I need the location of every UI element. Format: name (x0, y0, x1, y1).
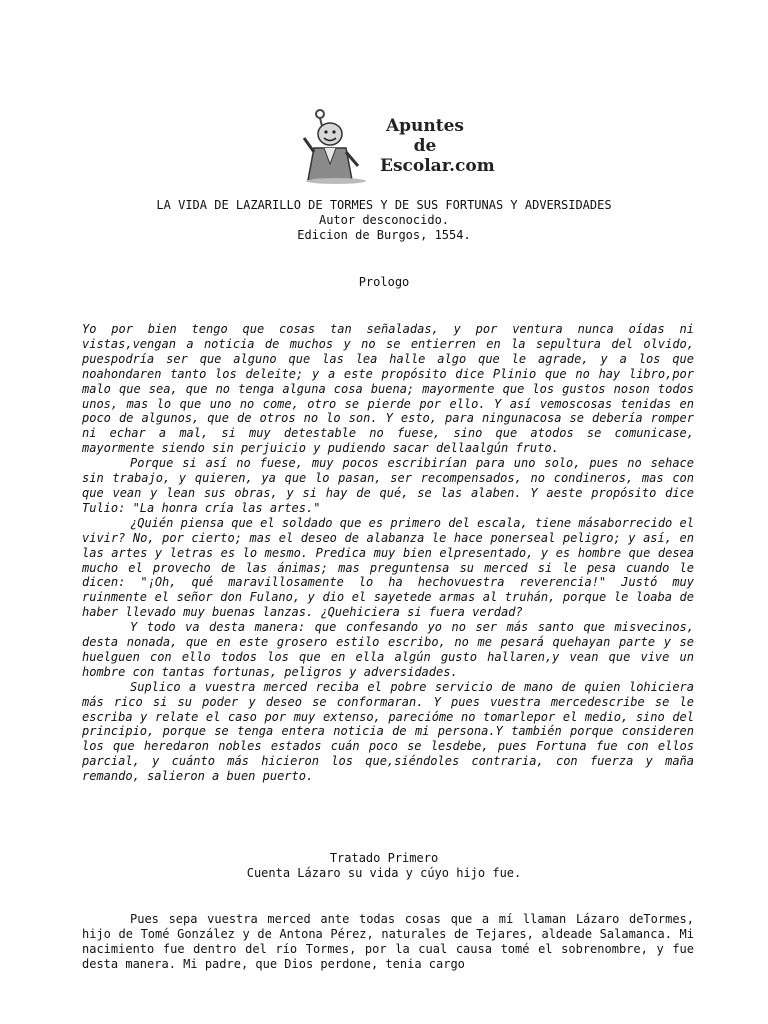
prologo-paragraph: Yo por bien tengo que cosas tan señaladas, y por ventura nunca oídas ni vistas,vengan a noticia de muchos y no se entierren en la sepultura del olvido, puespodría ser que alguno que las lea halle algo que le agrade, y a los que noahondaren tanto los deleite; y a este propósito dice Plinio que no hay libro,por malo que sea, que no tenga alguna cosa buena; mayormente que los gustos noson todos unos, mas lo que uno no come, otro se pierde por ello. Y así vemoscosas tenidas en poco de algunos, que de otros no lo son. Y esto, para ningunacosa se debería romper ni echar a mal, si muy detestable no fuese, sino que atodos se comunicase, mayormente siendo sin perjuicio y pudiendo sacar dellaalgún fruto. (82, 322, 694, 456)
logo-line-2: de (413, 136, 437, 156)
tratado-header (0, 851, 768, 881)
prologo-paragraph: Suplico a vuestra merced reciba el pobre servicio de mano de quien lohiciera más rico si su poder y deseo se conformaran. Y pues vuestra mercedescribe se le escriba y relate el caso por muy extenso, parecióme no tomarlepor el medio, sino del principio, porque se tenga entera noticia de mi persona.Y también porque consideren los que heredaron nobles estados cuán poco se lesdebe, pues Fortuna fue con ellos parcial, y cuánto más hicieron los que,siéndoles contraria, con fuerza y maña remando, salieron a buen puerto. (82, 679, 694, 784)
book-edition: Edicion de Burgos, 1554. (297, 228, 471, 242)
document-header (0, 198, 768, 243)
book-title: LA VIDA DE LAZARILLO DE TORMES Y DE SUS FORTUNAS Y ADVERSIDADES (156, 198, 612, 212)
student-figure-icon (300, 108, 372, 184)
prologo-paragraph: Porque si así no fuese, muy pocos escribirían para uno solo, pues no sehace sin trabajo, y quieren, ya que lo pasan, ser recompensados, no condineros, mas con que vean y lean sus obras, y si hay de qué, se las alaben. Y aeste propósito dice Tulio: "La honra cría las artes." (82, 456, 694, 515)
logo-line-1: Apuntes (385, 116, 465, 136)
tratado-subheading: Cuenta Lázaro su vida y cúyo hijo fue. (246, 866, 522, 880)
logo-line-3: Escolar.com (380, 156, 495, 176)
prologo-body (82, 322, 694, 784)
prologo-paragraph: Y todo va desta manera: que confesando yo no ser más santo que misvecinos, desta nonada, que en este grosero estilo escribo, no me pesará quehayan parte y se huelguen con ello todos los que en ella algún gusto hallaren,y vean que vive un hombre con tantas fortunas, peligros y adversidades. (82, 620, 694, 679)
prologo-paragraph: ¿Quién piensa que el soldado que es primero del escala, tiene másaborrecido el vivir? No, por cierto; mas el deseo de alabanza le hace ponerseal peligro; y así, en las artes y letras es lo mesmo. Predica muy bien elpresentado, y es hombre que desea mucho el provecho de las ánimas; mas preguntensa su merced si le pesa cuando le dicen: "¡Oh, qué maravillosamente lo ha hechovuestra reverencia!" Justó muy ruinmente el señor don Fulano, y dio el sayetede armas al truhán, porque le loaba de haber llevado muy buenas lanzas. ¿Quehiciera si fuera verdad? (82, 515, 694, 620)
site-logo (300, 108, 495, 184)
tratado-paragraph: Pues sepa vuestra merced ante todas cosas que a mí llaman Lázaro deTormes, hijo de Tomé González y de Antona Pérez, naturales de Tejares, aldeade Salamanca. Mi nacimiento fue dentro del río Tormes, por la cual causa tomé el sobrenombre, y fue desta manera. Mi padre, que Dios perdone, tenia cargo (82, 912, 694, 971)
tratado-body (82, 912, 694, 972)
book-author: Autor desconocido. (318, 213, 450, 227)
tratado-heading: Tratado Primero (329, 851, 439, 865)
prologo-heading: Prologo (358, 275, 410, 289)
logo-wordmark (380, 116, 495, 176)
